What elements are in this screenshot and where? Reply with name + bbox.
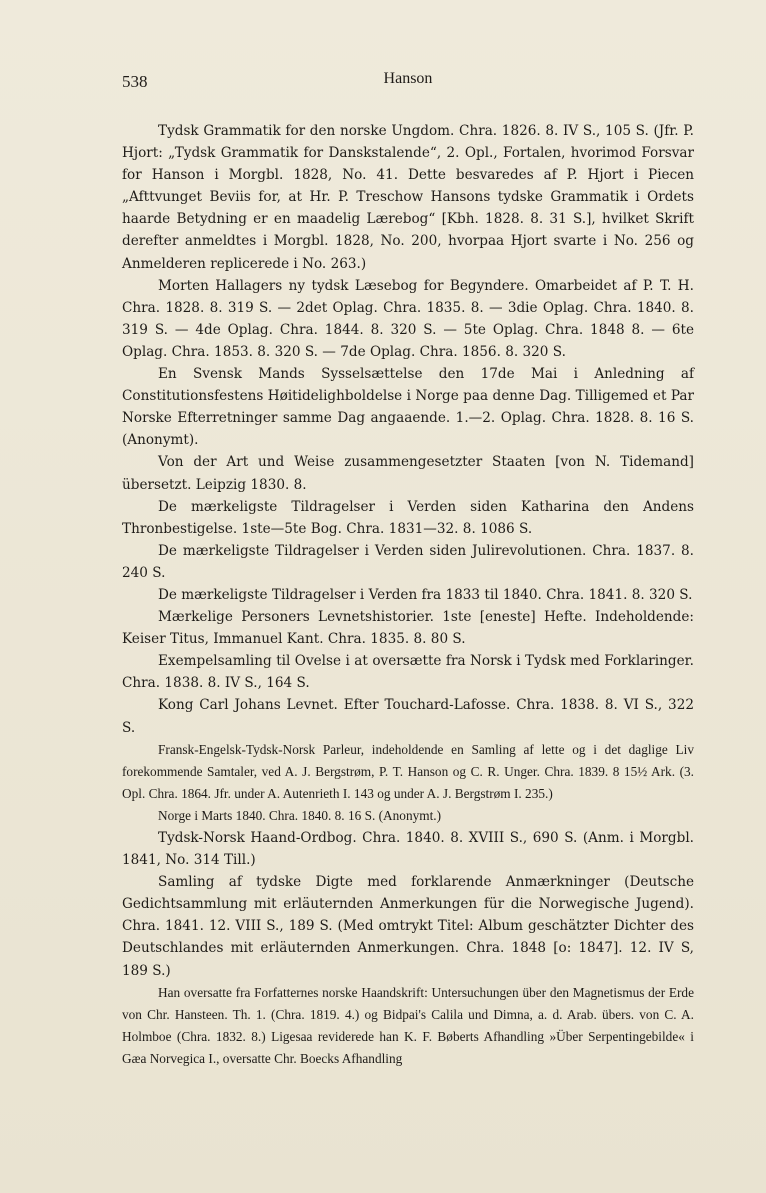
bibliography-entry: De mærkeligste Tildragelser i Verden siden Julirevolutionen. Chra. 1837. 8. 240 S. — [122, 542, 694, 581]
bibliography-entry: Samling af tydske Digte med forklarende Anmærkninger (Deutsche Gedichtsammlung mit erläuternden Anmerkungen für die Norwegische Jugend). Chra. 1841. 12. VIII S., 189 S. (Med omtrykt Titel: Album geschätzter Dichter des Deutschlandes mit erläuternden Anmerkungen. Chra. 1848 [o: 1847]. 12. IV S, 189 S.) — [122, 874, 694, 979]
bibliography-entry: Von der Art und Weise zusammengesetzter Staaten [von N. Tidemand] übersetzt. Leipzig 1830. 8. — [122, 454, 694, 493]
bibliography-entry: Morten Hallagers ny tydsk Læsebog for Begyndere. Omarbeidet af P. T. H. Chra. 1828. 8. 319 S. — 2det Oplag. Chra. 1835. 8. — 3die Oplag. Chra. 1840. 8. 319 S. — 4de Oplag. Chra. 1844. 8. 320 S. — 5te Oplag. Chra. 1848 8. — 6te Oplag. Chra. 1853. 8. 320 S. — 7de Oplag. Chra. 1856. 8. 320 S. — [122, 277, 694, 360]
bibliography-entry: Mærkelige Personers Levnetshistorier. 1ste [eneste] Hefte. Indeholdende: Keiser Titus, Immanuel Kant. Chra. 1835. 8. 80 S. — [122, 609, 694, 648]
bibliography-list — [122, 120, 694, 1070]
bibliography-entry: Kong Carl Johans Levnet. Efter Touchard-Lafosse. Chra. 1838. 8. VI S., 322 S. — [122, 697, 694, 736]
bibliography-entry: Exempelsamling til Ovelse i at oversætte fra Norsk i Tydsk med Forklaringer. Chra. 1838. 8. IV S., 164 S. — [122, 653, 694, 692]
page-number: 538 — [122, 72, 148, 91]
running-head: Hanson — [383, 70, 433, 87]
bibliography-entry: Norge i Marts 1840. Chra. 1840. 8. 16 S. (Anonymt.) — [158, 807, 442, 823]
bibliography-entry: De mærkeligste Tildragelser i Verden fra 1833 til 1840. Chra. 1841. 8. 320 S. — [158, 586, 693, 603]
bibliography-entry: Han oversatte fra Forfatternes norske Haandskrift: Untersuchungen über den Magnetismus der Erde von Chr. Hansteen. Th. 1. (Chra. 1819. 4.) og Bidpai's Calila und Dimna, a. d. Arab. übers. von C. A. Holmboe (Chra. 1832. 8.) Ligesaa reviderede han K. F. Bøberts Afhandling »Über Serpentingebilde« i Gæa Norvegica I., oversatte Chr. Boecks Afhandling — [122, 984, 694, 1066]
bibliography-entry: Fransk-Engelsk-Tydsk-Norsk Parleur, indeholdende en Samling af lette og i det daglige Liv forekommende Samtaler, ved A. J. Bergstrøm, P. T. Hanson og C. R. Unger. Chra. 1839. 8 15½ Ark. (3. Opl. Chra. 1864. Jfr. under A. Autenrieth I. 143 og under A. J. Bergstrøm I. 235.) — [122, 741, 694, 801]
bibliography-entry: Tydsk-Norsk Haand-Ordbog. Chra. 1840. 8. XVIII S., 690 S. (Anm. i Morgbl. 1841, No. 314 Till.) — [122, 830, 694, 869]
bibliography-entry: De mærkeligste Tildragelser i Verden siden Katharina den Andens Thronbestigelse. 1ste—5te Bog. Chra. 1831—32. 8. 1086 S. — [122, 498, 694, 537]
bibliography-entry: En Svensk Mands Sysselsættelse den 17de Mai i Anledning af Constitutionsfestens Høitidelighboldelse i Norge paa denne Dag. Tilligemed et Par Norske Efterretninger samme Dag angaaende. 1.—2. Oplag. Chra. 1828. 8. 16 S. (Anonymt). — [122, 366, 694, 449]
bibliography-entry: Tydsk Grammatik for den norske Ungdom. Chra. 1826. 8. IV S., 105 S. (Jfr. P. Hjort: „Tydsk Grammatik for Danskstalende“, 2. Opl., Fortalen, hvorimod Forsvar for Hanson i Morgbl. 1828, No. 41. Dette besvaredes af P. Hjort i Piecen „Afttvunget Beviis for, at Hr. P. Treschow Hansons tydske Grammatik i Ordets haarde Betydning er en maadelig Lærebog“ [Kbh. 1828. 8. 31 S.], hvilket Skrift derefter anmeldtes i Morgbl. 1828, No. 200, hvorpaa Hjort svarte i No. 256 og Anmelderen replicerede i No. 263.) — [122, 123, 694, 272]
page-header — [122, 70, 694, 94]
